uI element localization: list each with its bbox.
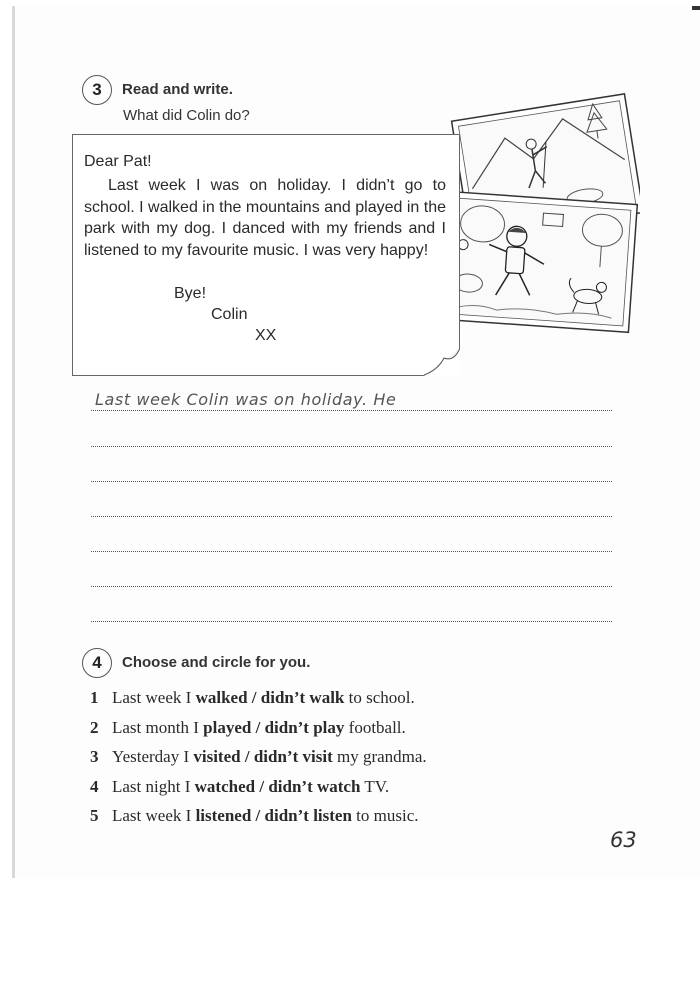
page-curl-icon <box>424 348 460 376</box>
list-item <box>90 777 389 797</box>
choice-separator: / <box>251 718 265 737</box>
writing-line[interactable] <box>91 586 612 587</box>
letter-body: Last week I was on holiday. I didn’t go to school. I walked in the mountains and played in the park with my dog. I danced with my friends and I listened to my favourite music. I was very happy! <box>84 177 447 259</box>
list-item <box>90 688 415 708</box>
item-text: Last week I <box>112 688 196 707</box>
choice-option[interactable]: played <box>203 718 252 737</box>
page-number: 63 <box>610 828 637 852</box>
item-text: TV. <box>360 777 390 796</box>
postcard-illustration <box>440 88 640 338</box>
item-number: 3 <box>90 747 99 766</box>
list-item <box>90 747 427 767</box>
choice-separator: / <box>251 806 265 825</box>
choice-option[interactable]: walked <box>195 688 248 707</box>
item-number: 2 <box>90 718 99 737</box>
choice-separator: / <box>255 777 269 796</box>
choice-option[interactable]: watched <box>194 777 256 796</box>
exercise-3-question: What did Colin do? <box>123 107 250 124</box>
letter-signature: Colin <box>211 306 248 323</box>
letter-greeting: Dear Pat! <box>84 153 152 170</box>
scan-corner-mark <box>692 6 700 10</box>
choice-option[interactable]: didn’t watch <box>268 777 361 796</box>
list-item <box>90 718 406 738</box>
list-item <box>90 806 419 826</box>
item-text: to school. <box>344 688 415 707</box>
page-edge <box>12 6 15 878</box>
handwritten-answer: Last week Colin was on holiday. He <box>95 390 397 409</box>
letter-card <box>72 134 460 376</box>
item-text: my grandma. <box>332 747 427 766</box>
choice-option[interactable]: didn’t play <box>264 718 345 737</box>
choice-option[interactable]: visited <box>193 747 241 766</box>
writing-line[interactable] <box>91 481 612 482</box>
letter-closing: Bye! <box>174 285 207 302</box>
item-text: football. <box>344 718 406 737</box>
item-text: Last night I <box>112 777 195 796</box>
choice-separator: / <box>240 747 254 766</box>
writing-line[interactable] <box>91 516 612 517</box>
item-text: Yesterday I <box>112 747 194 766</box>
writing-line[interactable] <box>91 551 612 552</box>
exercise-4-title: Choose and circle for you. <box>122 654 311 671</box>
choice-option[interactable]: didn’t listen <box>264 806 352 825</box>
item-text: Last week I <box>112 806 196 825</box>
writing-line[interactable] <box>91 446 612 447</box>
writing-line[interactable] <box>91 621 612 622</box>
choice-option[interactable]: didn’t walk <box>260 688 345 707</box>
item-number: 5 <box>90 806 99 825</box>
park-postcard <box>444 192 637 333</box>
item-text: Last month I <box>112 718 204 737</box>
exercise-3-number: 3 <box>82 75 112 105</box>
item-text: to music. <box>351 806 419 825</box>
letter-kisses: XX <box>255 327 277 344</box>
choice-option[interactable]: didn’t visit <box>253 747 333 766</box>
exercise-3-title: Read and write. <box>122 81 233 98</box>
item-number: 1 <box>90 688 99 707</box>
choice-separator: / <box>247 688 261 707</box>
choice-option[interactable]: listened <box>195 806 252 825</box>
exercise-4-number: 4 <box>82 648 112 678</box>
writing-line[interactable] <box>91 410 612 411</box>
item-number: 4 <box>90 777 99 796</box>
